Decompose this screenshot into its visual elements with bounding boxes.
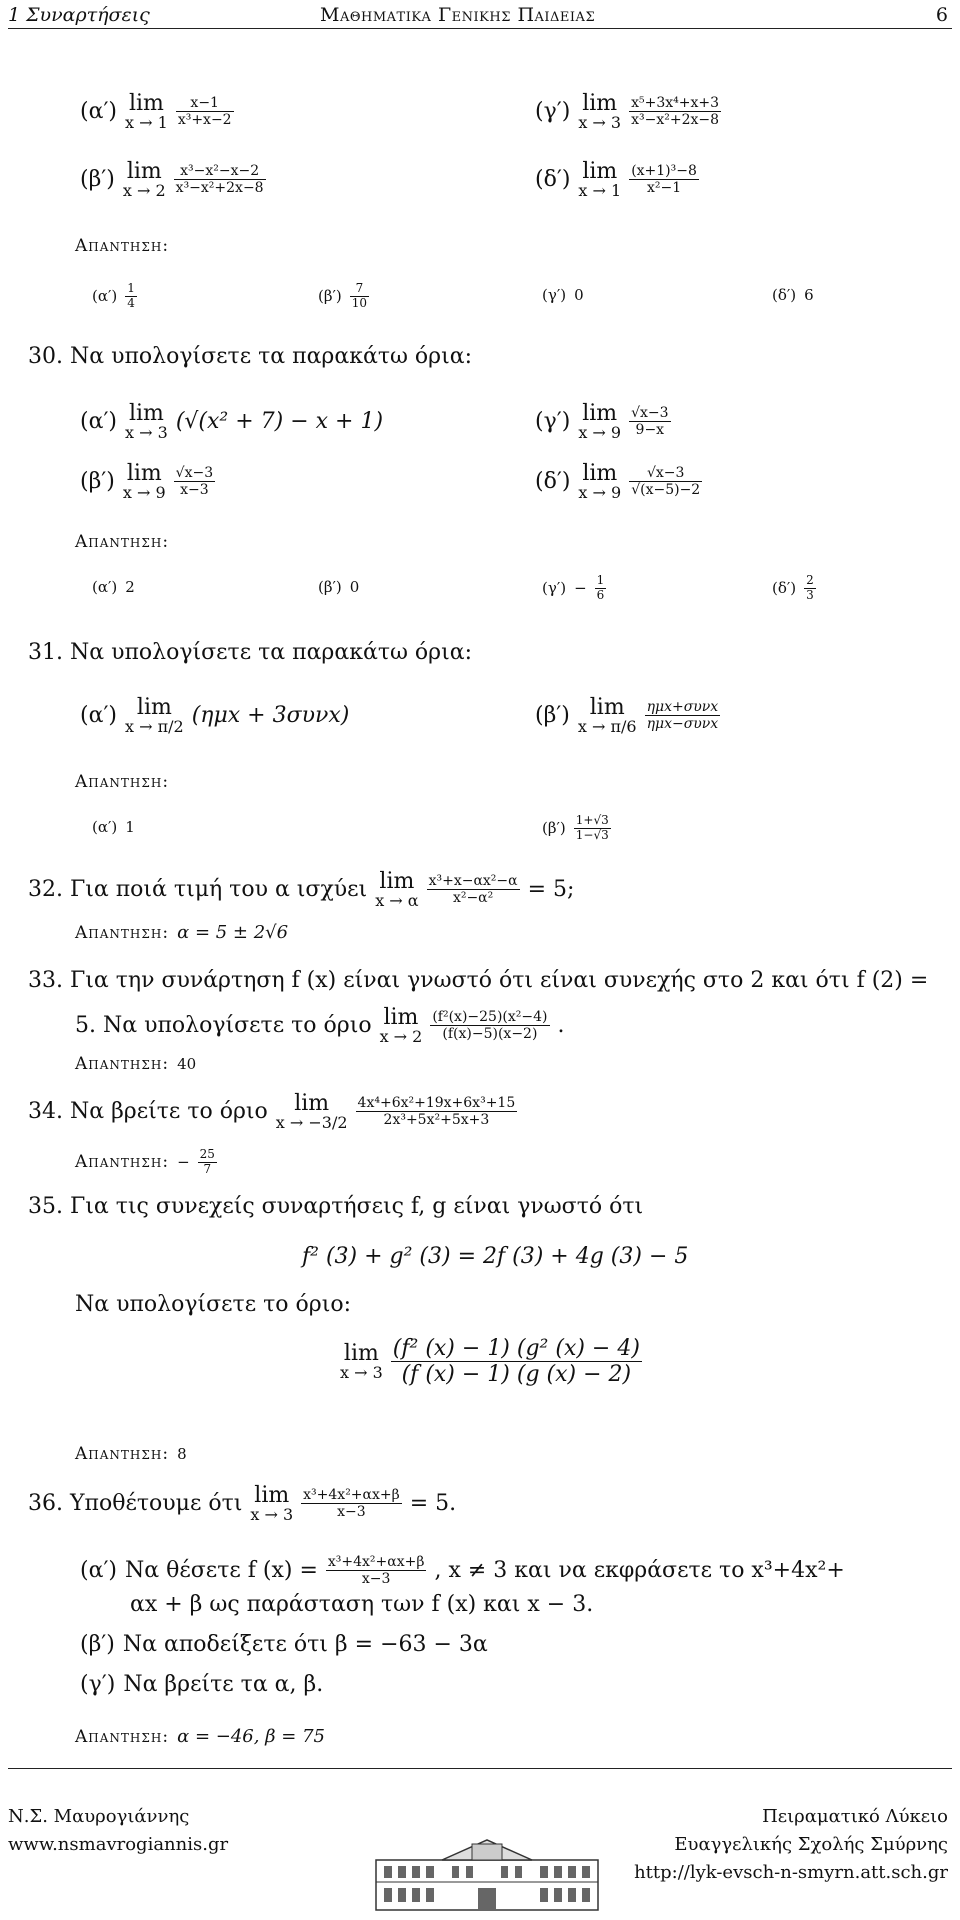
p34-answer: Απαντηση: − $\frac{25}{7}$: [75, 1147, 215, 1176]
fraction: $\frac{x-1}{\text{x³+x−2}}$: [177, 95, 232, 129]
answer-label: Απαντηση:: [75, 236, 170, 256]
limit: lim x → 3: [578, 91, 622, 133]
p29-a: [80, 92, 234, 132]
header-rule: [8, 28, 952, 29]
footer-school-2: Ευαγγελικής Σχολής Σμύρνης: [674, 1834, 948, 1855]
p35-limit: lim x → 3 $\frac{\text{(f² (x) − 1) (g² (x) − 4)}}{(f (x) - 1) (g (x) - 2)}$: [340, 1336, 640, 1388]
p36-answer: Απαντηση: α = −46, β = 75: [75, 1726, 326, 1747]
limit: lim x → 1: [125, 91, 168, 133]
footer-site[interactable]: www.nsmavrogiannis.gr: [8, 1834, 229, 1855]
p35-answer: Απαντηση: 8: [75, 1444, 187, 1464]
school-building-icon: [372, 1830, 602, 1916]
item-label: (β′): [80, 167, 115, 193]
p35-ask: Να υπολογίσετε το όριο:: [75, 1292, 351, 1317]
p36: 36. Υποθέτουμε ότι lim x → 3 $\frac{\text{x³+4x²+αx+β}}{x-3}$ = 5.: [28, 1483, 457, 1525]
p32-answer: Απαντηση: α = 5 ± 2√6: [75, 922, 289, 943]
p31-title: 31. Να υπολογίσετε τα παρακάτω όρια:: [28, 640, 473, 665]
p35-title: 35. Για τις συνεχείς συναρτήσεις f, g είναι γνωστό ότι: [28, 1194, 644, 1219]
p35-equation: f² (3) + g² (3) = 2f (3) + 4g (3) − 5: [302, 1244, 689, 1269]
p31-answer-a: (α′) 1: [92, 818, 135, 836]
p30-d: (δ′) lim x → 9 $\frac{√x-3}{√(x-5)-2}$: [535, 461, 701, 503]
header-section: 1 Συναρτήσεις: [8, 4, 150, 26]
footer-school-1: Πειραματικό Λύκειο: [762, 1806, 948, 1827]
answer-label: Απαντηση:: [75, 772, 170, 792]
p29-answer-b: (β′) $\frac{7}{10}$: [318, 281, 368, 310]
p34: 34. Να βρείτε το όριο lim x → −3/2 $\frac{\text{4x⁴+6x²+19x+6x³+15}}{\text{2x³+5x²+5x+3}}$: [28, 1091, 516, 1133]
answer-label: Απαντηση:: [75, 532, 170, 552]
p29-answer-a: (α′) $\frac{1}{4}$: [92, 281, 135, 310]
fraction: $\frac{\text{(x+1)³−8}}{\text{x²−1}}$: [631, 163, 697, 197]
p30-answer-a: (α′) 2: [92, 578, 135, 596]
p31-a: (α′) lim x → π/2 (ημx + 3συνx): [80, 695, 350, 737]
p36-b: (β′) Να αποδείξετε ότι β = −63 − 3α: [80, 1632, 488, 1657]
p33-line1: 33. Για την συνάρτηση f (x) είναι γνωστό ότι είναι συνεχής στο 2 και ότι f (2) =: [28, 968, 929, 993]
p30-c: (γ′) lim x → 9 $\frac{√x-3}{9-x}$: [535, 401, 669, 443]
limit: lim x → 2: [122, 159, 166, 201]
p32: 32. Για ποιά τιμή του α ισχύει lim x → α $\frac{\text{x³+x−αx²−α}}{\text{x²−α²}}$ = 5;: [28, 869, 575, 911]
fraction: $\frac{\text{x⁵+3x⁴+x+3}}{\text{x³−x²+2x−8}}$: [631, 95, 720, 129]
p30-answer-d: (δ′) $\frac{2}{3}$: [772, 573, 814, 602]
fraction: $\frac{\text{x³−x²−x−2}}{\text{x³−x²+2x−8}}$: [175, 163, 264, 197]
p31-b: (β′) lim x → π/6 $\frac{\text{ημx+συνx}}{\text{ημx−συνx}}$: [535, 695, 719, 737]
p30-b: (β′) lim x → 9 $\frac{√x-3}{x-3}$: [80, 461, 214, 503]
p36-a: (α′) Να θέσετε f (x) = $\frac{\text{x³+4x²+αx+β}}{x-3}$ , x ≠ 3 και να εκφράσετε το x³+4x²+: [80, 1554, 845, 1588]
page-number: 6: [935, 4, 948, 26]
p33-answer: Απαντηση: 40: [75, 1054, 197, 1074]
p29-c: [535, 92, 721, 132]
item-label: (δ′): [535, 167, 571, 193]
header-title: Μαθηματικα Γενικης Παιδειας: [320, 4, 596, 26]
p30-answer-b: (β′) 0: [318, 578, 360, 596]
item-label: (α′): [80, 99, 118, 125]
p36-a-line2: αx + β ως παράσταση των f (x) και x − 3.: [130, 1592, 594, 1617]
p33-line2: 5. Να υπολογίσετε το όριο lim x → 2 $\frac{\text{(f²(x)−25)(x²−4)}}{(f(x)-5)(x-2)}$ .: [75, 1005, 565, 1047]
limit: lim x → 1: [578, 159, 622, 201]
p29-answer-c: (γ′) 0: [542, 286, 584, 304]
footer-rule: [8, 1768, 952, 1769]
p36-c: (γ′) Να βρείτε τα α, β.: [80, 1672, 324, 1697]
footer-school-url[interactable]: http://lyk-evsch-n-smyrn.att.sch.gr: [634, 1862, 948, 1883]
p29-d: [535, 160, 699, 200]
p31-answer-b: (β′) $\frac{1+√3}{1-√3}$: [542, 813, 609, 842]
p29-b: [80, 160, 266, 200]
p30-answer-c: (γ′) − $\frac{1}{6}$: [542, 573, 605, 602]
footer-author: Ν.Σ. Μαυρογιάννης: [8, 1806, 190, 1827]
p30-a: (α′) lim x → 3 (√(x² + 7) − x + 1): [80, 401, 384, 443]
p29-answer-d: (δ′) 6: [772, 286, 814, 304]
item-label: (γ′): [535, 99, 571, 125]
p30-title: 30. Να υπολογίσετε τα παρακάτω όρια:: [28, 344, 473, 369]
